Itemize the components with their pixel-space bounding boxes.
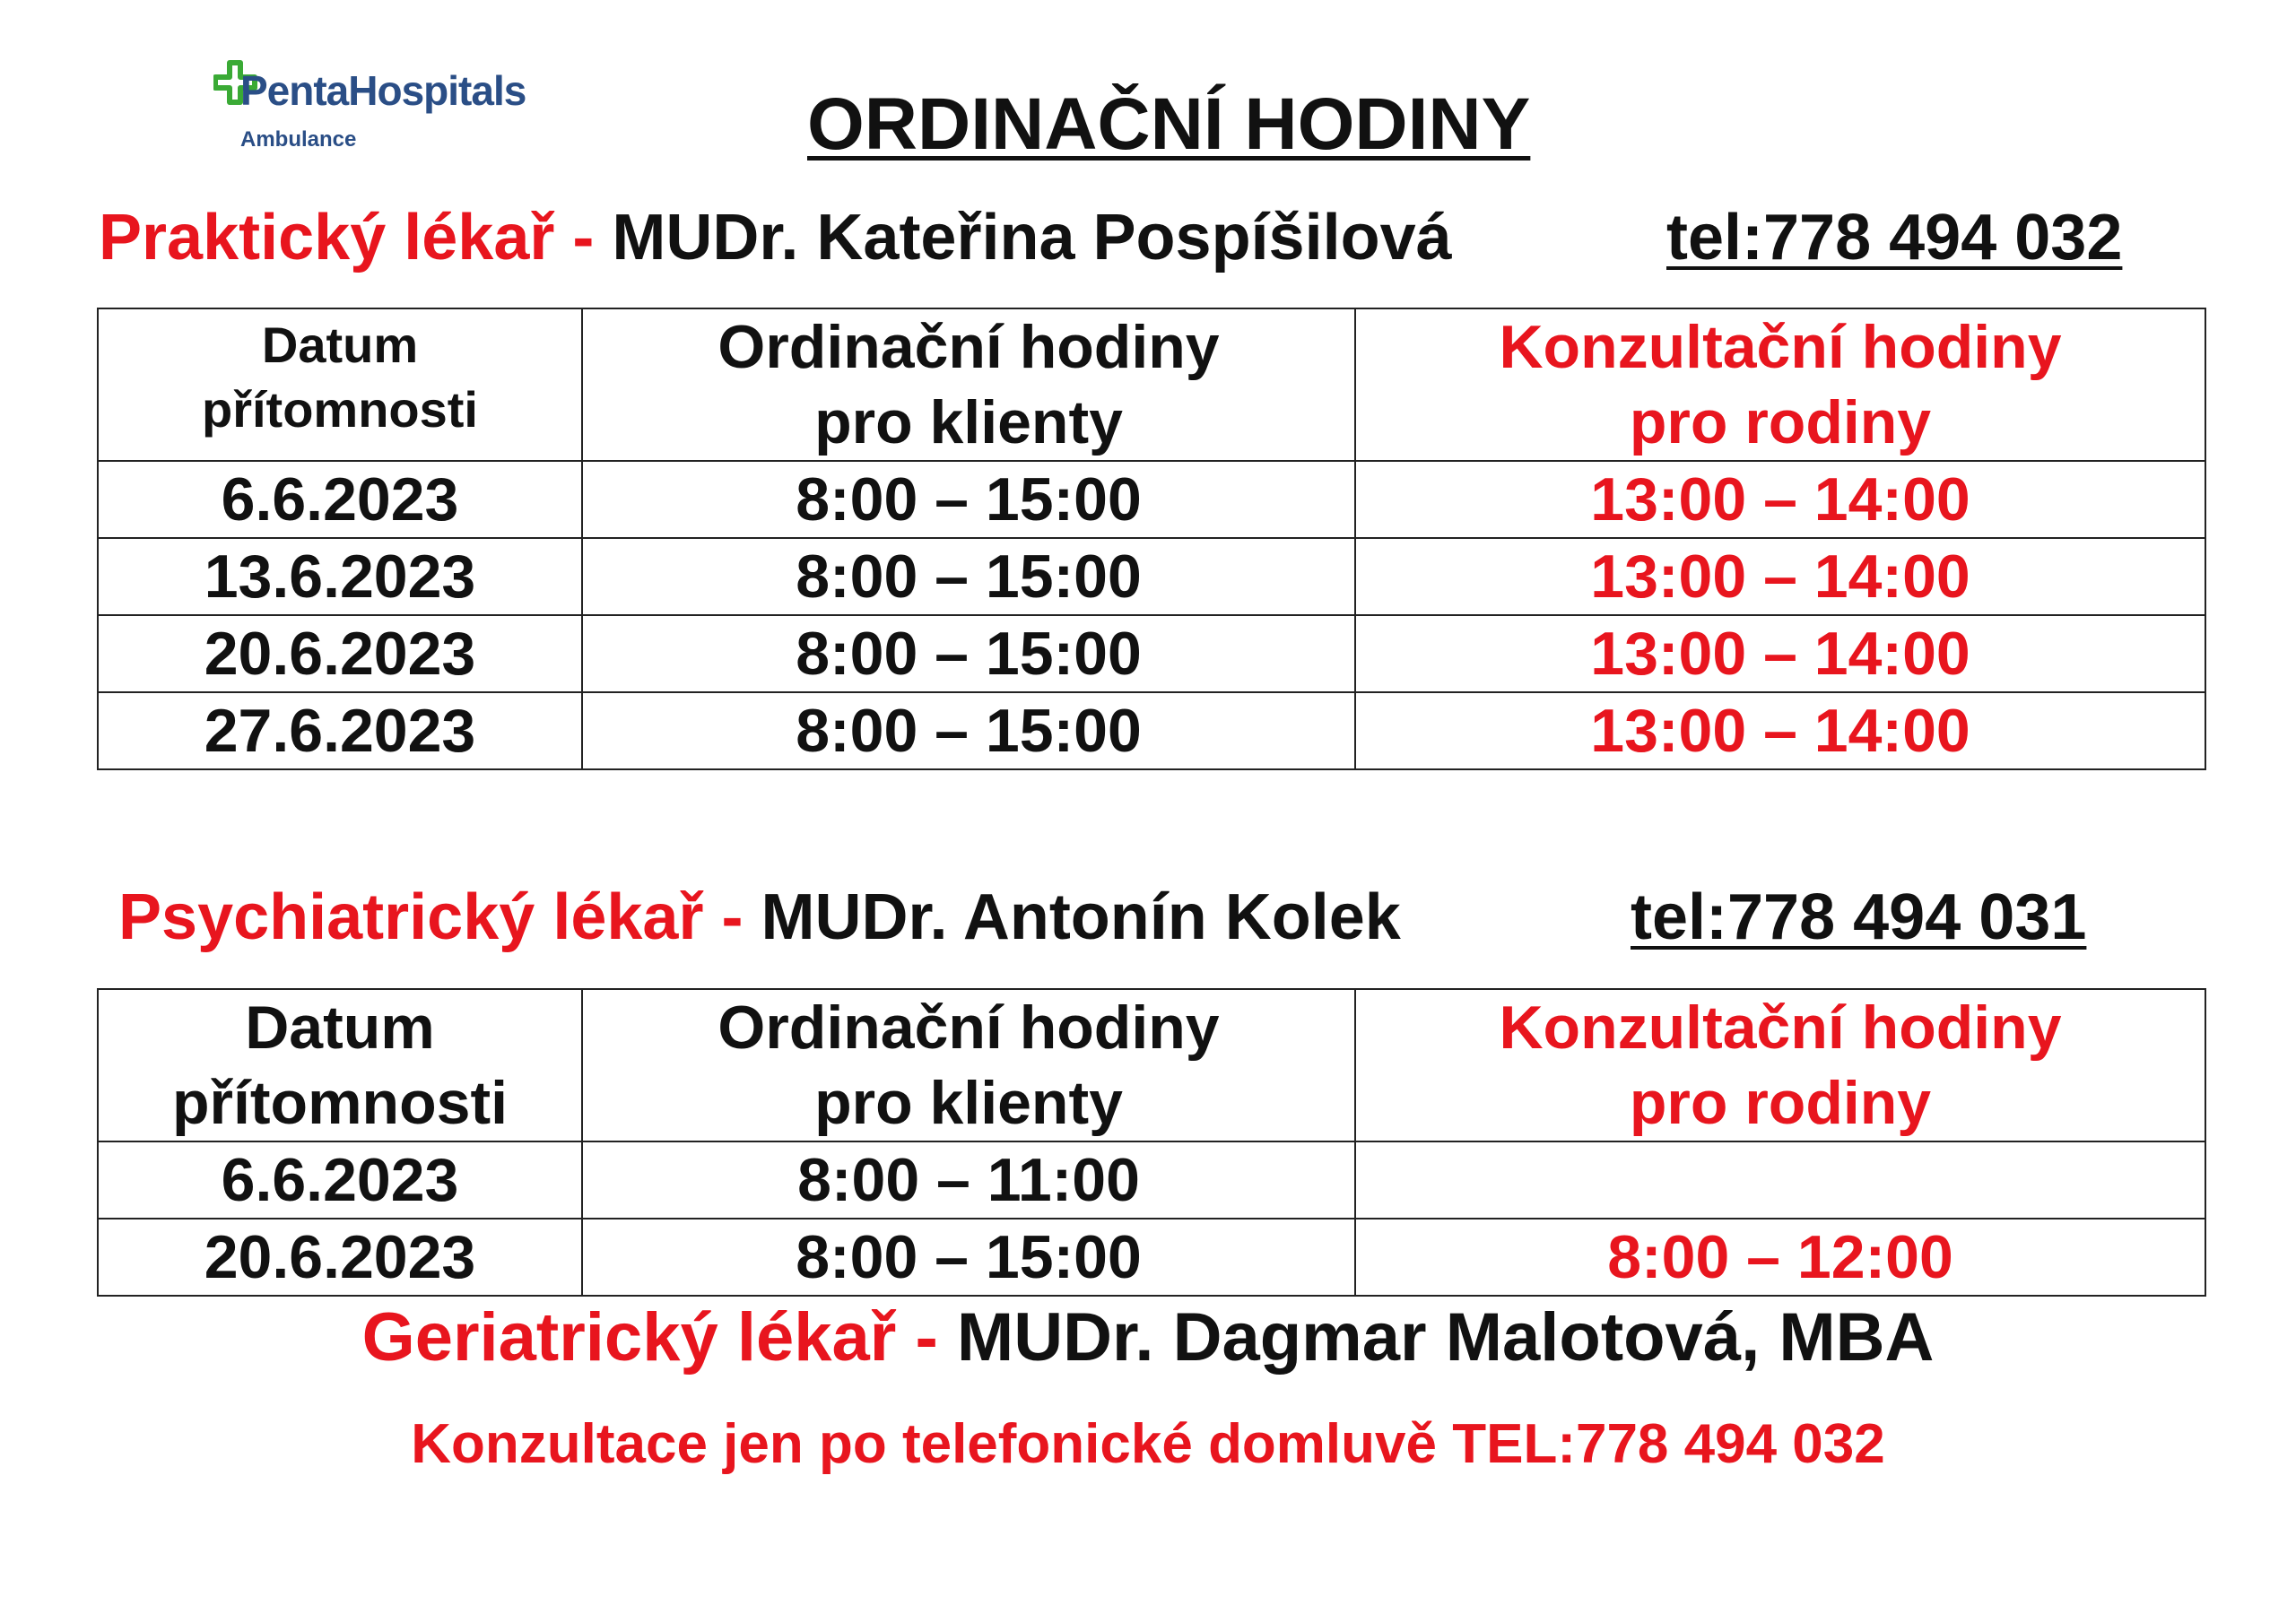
table-header-row — [98, 308, 2205, 461]
logo-brand: PentaHospitals — [240, 67, 526, 114]
section-heading-general — [99, 201, 1452, 274]
logo-subtitle: Ambulance — [240, 127, 357, 152]
cell-hours: 8:00 – 11:00 — [582, 1141, 1355, 1219]
role-dash: - — [721, 881, 744, 953]
header-hours: Ordinační hodiny pro klienty — [582, 989, 1355, 1141]
table-row — [98, 1219, 2205, 1296]
header-consult: Konzultační hodiny pro rodiny — [1355, 989, 2205, 1141]
cell-date: 20.6.2023 — [98, 615, 582, 692]
header-hours: Ordinační hodiny pro klienty — [582, 308, 1355, 461]
cell-date: 6.6.2023 — [98, 461, 582, 538]
header-date: Datum přítomnosti — [98, 308, 582, 461]
footer-note: Konzultace jen po telefonické domluvě TEL:778 494 032 — [411, 1413, 1885, 1475]
cell-date: 6.6.2023 — [98, 1141, 582, 1219]
cell-consult: 13:00 – 14:00 — [1355, 461, 2205, 538]
schedule-table-psychiatric — [97, 988, 2206, 1297]
table-row — [98, 692, 2205, 769]
doctor-geriatric: MUDr. Dagmar Malotová, MBA — [956, 1299, 1935, 1376]
phone-psychiatric: tel:778 494 031 — [1631, 881, 2087, 953]
doctor-psychiatric: MUDr. Antonín Kolek — [761, 881, 1401, 953]
role-general: Praktický lékař - — [99, 202, 595, 273]
cell-consult: 13:00 – 14:00 — [1355, 538, 2205, 615]
pentahospitals-logo — [208, 54, 567, 161]
role-psychiatric: Psychiatrický lékař — [118, 881, 704, 953]
cell-consult: 13:00 – 14:00 — [1355, 615, 2205, 692]
cell-hours: 8:00 – 15:00 — [582, 692, 1355, 769]
role-dash: - — [915, 1299, 938, 1376]
cell-hours: 8:00 – 15:00 — [582, 1219, 1355, 1296]
cell-hours: 8:00 – 15:00 — [582, 461, 1355, 538]
cell-date: 27.6.2023 — [98, 692, 582, 769]
schedule-table-general — [97, 308, 2206, 770]
role-geriatric: Geriatrický lékař — [361, 1299, 897, 1376]
cell-date: 13.6.2023 — [98, 538, 582, 615]
table-header-row — [98, 989, 2205, 1141]
page-title: ORDINAČNÍ HODINY — [807, 83, 1531, 165]
header-consult: Konzultační hodiny pro rodiny — [1355, 308, 2205, 461]
cell-hours: 8:00 – 15:00 — [582, 538, 1355, 615]
cell-consult: 8:00 – 12:00 — [1355, 1219, 2205, 1296]
cell-consult: 13:00 – 14:00 — [1355, 692, 2205, 769]
table-row — [98, 538, 2205, 615]
header-date: Datum přítomnosti — [98, 989, 582, 1141]
table-row — [98, 615, 2205, 692]
phone-general: tel:778 494 032 — [1666, 202, 2123, 273]
section-heading-psychiatric — [118, 881, 1401, 954]
section-heading-geriatric — [0, 1298, 2296, 1376]
doctor-general: MUDr. Kateřina Pospíšilová — [612, 202, 1452, 273]
cell-date: 20.6.2023 — [98, 1219, 582, 1296]
table-row — [98, 461, 2205, 538]
cell-hours: 8:00 – 15:00 — [582, 615, 1355, 692]
table-row — [98, 1141, 2205, 1219]
cell-consult — [1355, 1141, 2205, 1219]
